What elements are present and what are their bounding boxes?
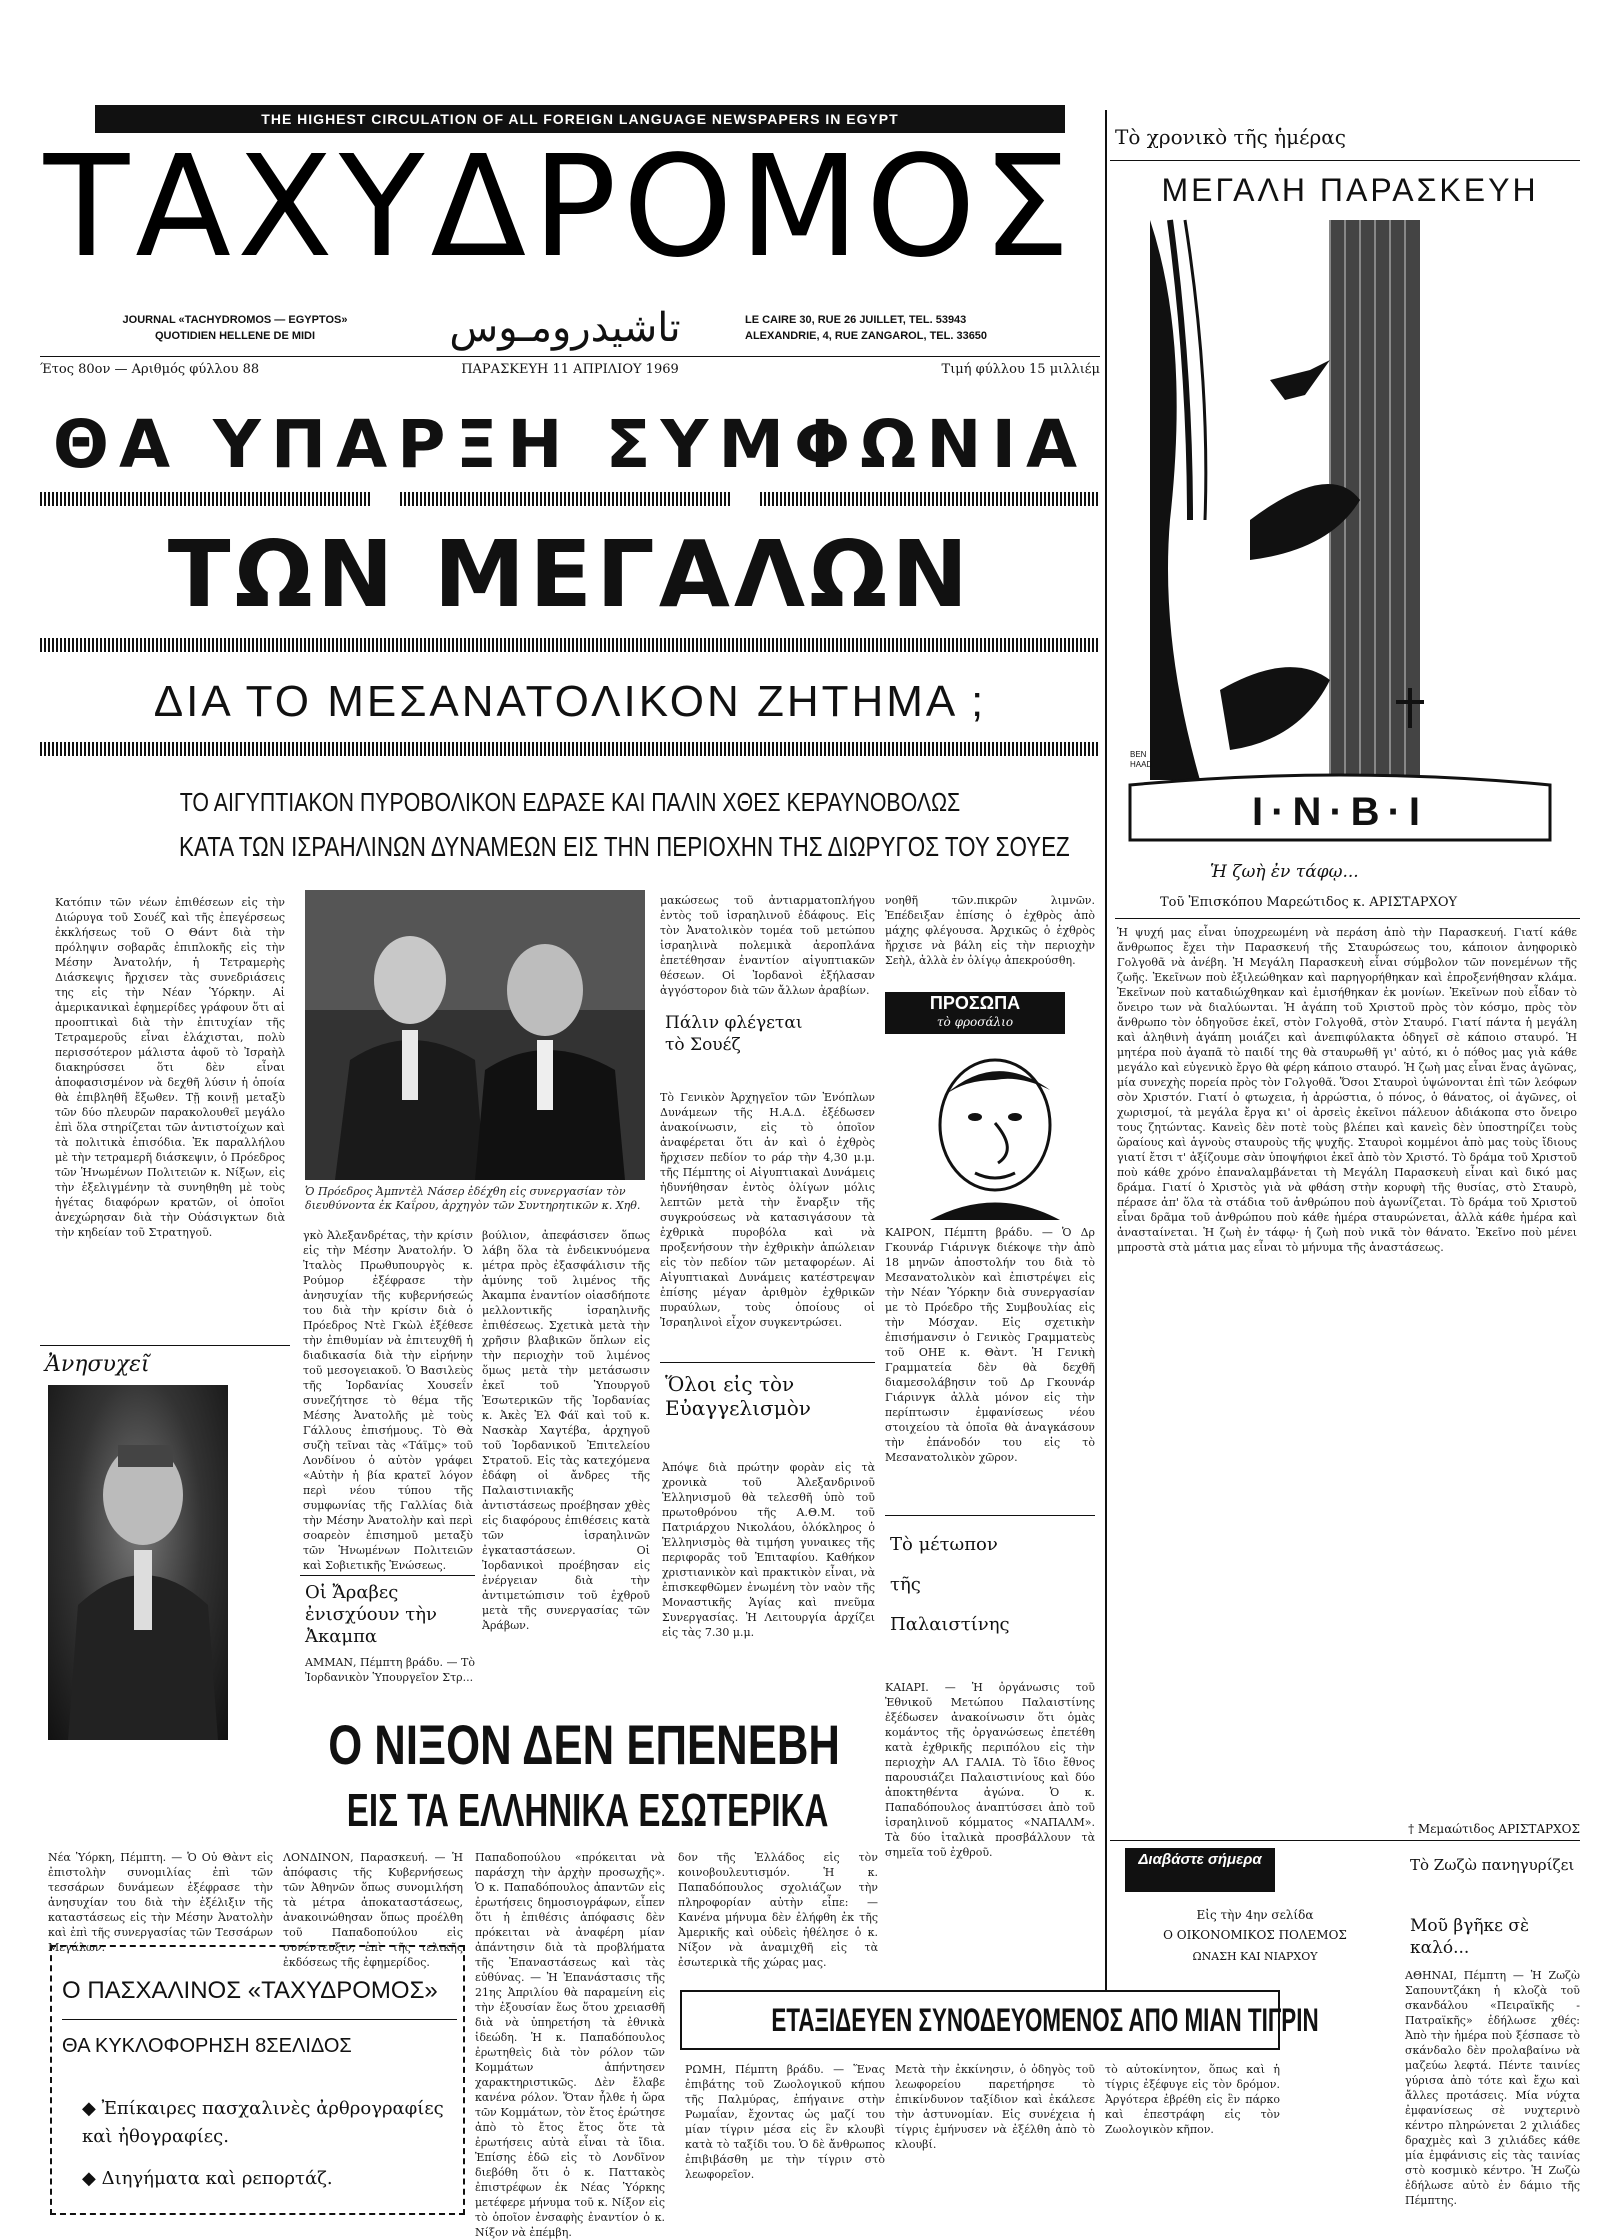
nixon-col-a: ΛΟΝΔΙΝΟΝ, Παρασκευή. — Ἡ ἀπόφασις τῆς Κυβερνήσεως τῶν Ἀθηνῶν ὅπως συνομιλήση τὰ μέτρα ἀποκαταστάσεως, ἀνακοινώθησαν ὅπως προέλθη τοῦ Παπαδοπούλου εἰς συνέντευξιν, ἐπὶ τῆς τελικῆς ἐκδόσεως τῆς ἐφημερίδος. [283, 1851, 463, 1969]
diavaste-title: Διαβάστε σήμερα [1125, 1848, 1275, 1892]
promo-line1: Ο ΠΑΣΧΑΛΙΝΟΣ «ΤΑΧΥΔΡΟΜΟΣ» [62, 1977, 438, 2004]
journal-line2: QUOTIDIEN HELLENE DE MIDI [154, 330, 316, 342]
nixon-col-c: δον τῆς Ἑλλάδος εἰς τὸν κοινοβουλευτισμόν. Ἡ κ. Παπαδόπουλος σχολιάζων τὴν πληροφορίαν αὐτὴν εἶπε: — Κανένα μήνυμα δὲν ἐλήφθη ἐκ τῆς Ἀμερικῆς καὶ οὐδεὶς ἠθέλησε ὁ κ. Νίξον νὰ ἀναμιχθῆ εἰς τὰ ἐσωτερικὰ τῆς χώρας μας. [678, 1851, 878, 1969]
col3-text: βούλιον, ἀπεφάσισεν ὅπως λάβη ὅλα τὰ ἐνδεικνυόμενα μέτρα πρὸς ἐξασφάλισιν τῆς ἀμύνης τοῦ λιμένος τῆς Ἀκαμπα ἐναντίον οἱασδήποτε μελλοντικῆς ἰσραηλινῆς ἐπιθέσεως. Σχετικὰ μετὰ τὴν χρῆσιν βλαβικῶν ὅπλων εἰς τὴν περιοχὴν τοῦ λιμένος ὅμως μετὰ τὴν μετάσωσιν ἐκεῖ τοῦ Ὑπουργοῦ Ἐσωτερικῶν τῆς Ἰορδανίας κ. Ἀκὲς Ἐλ Φάϊ καὶ τοῦ κ. Νασκὰρ Χαγτέβα, ἀρχηγοῦ τοῦ Ἰορδανικοῦ Ἐπιτελείου Στρατοῦ. Εἰς τὰς κατεχόμενα ἐδάφη οἱ ἄνδρες τῆς Παλαιστινιακῆς ἀντιστάσεως προέβησαν χθὲς εἰς διαφόρους ἐπιθέσεις κατὰ τῶν ἰσραηλινῶν ἐγκαταστάσεων. Οἱ Ἰορδανικοὶ προέβησαν εἰς ἐνέργειαν διὰ τὴν ἀντιμετώπισιν τοῦ ἐχθροῦ μετὰ τῆς συνεργασίας τῶν Ἀράβων. [482, 1229, 650, 1632]
issue-price: Τιμή φύλλου 15 μιλλιέμ [941, 362, 1100, 377]
sidebar-feature-title: ΜΕΓΑΛΗ ΠΑΡΑΣΚΕΥΗ [1161, 172, 1539, 208]
tigris-text-b: Μετὰ τὴν ἐκκίνησιν, ὁ ὁδηγὸς τοῦ λεωφορείου παρετήρησε τὸ ἐπικίνδυνον ταξίδιον καὶ ἐκάλεσε τὴν ἀστυνομίαν. Εἰς συνέχεια ἡ τίγρις ἐμήνυσεν νὰ ἐξέλθη ἀπὸ τὸ κλουβί. [895, 2063, 1095, 2151]
anisychei-title: Ἀνησυχεῖ [45, 1352, 150, 1377]
crucifixion-icon [1130, 220, 1550, 840]
arabes-text: ΑΜΜΑΝ, Πέμπτη βράδυ. — Τὸ Ἰορδανικὸν Ὑπουργεῖον Στρ... [305, 1656, 475, 1684]
bullet-icon: ◆ [82, 2168, 102, 2189]
tigris-box [680, 1990, 1319, 2050]
prosopa-title: ΠΡΟΣΩΠΑ [929, 993, 1021, 1013]
nixon-headline-line2: ΕΙΣ ΤΑ ΕΛΛΗΝΙΚΑ ΕΣΩΤΕΡΙΚΑ [346, 1784, 829, 1836]
sidebar-body: Ἡ ψυχή μας εἶναι ὑποχρεωμένη νὰ περάση ἀπὸ τὴν Παρασκευή. Γιατί κάθε ἄνθρωπος ἔχει τὴν Παρασκευή τῆς Σταυρώσεως του, κάποιον ἀνηφορικὸ Γολγοθᾶ νὰ ἀνέβη. Ἡ Μεγάλη Παρασκευὴ εἶναι σύμβολον τῶν πονεμένων τῆς ζωῆς. Ἐκεῖνων ποὺ ἐξιλεώθηκαν καὶ παρηγορήθηκαν καὶ ἐπροξενήθησαν κλάμα. Ἐκεῖνων ποὺ καταδιώχθηκαν καὶ ἐμισήθηκαν ἐκ μονίων. Ἐκεῖνων ποὺ εἶδαν τὸ ὄνειρο των νὰ διαλύωνται. Ἡ ἀγάπη τοῦ Χριστοῦ πρὸς τὸν κόσμο, πρὸς τὸν ἄνθρωπο τὸν ὁδηγοῦσε ἐκεῖ, στὸν Γολγοθᾶ, στὸν Σταυρό. Γιατί πάντα ἡ μεγάλη καὶ ἀληθινὴ ἀγάπη μοιάζει καὶ ἀνεπιφύλακτα ὁδηγεῖ σὲ κάποιο σταυρό. Ἡ μητέρα ποὺ ἀγαπᾶ τὸ παιδί της θὰ σταυρωθῆ γι' αὐτό, κι ὁ πόθος μας γιὰ κάθε μεγάλο καὶ εὐγενικὸ ἔργο θὰ φέρη κάποιο σταυρό. Ἡ ζωὴ μας εἶναι ἕνας ἀγῶνας, μία συνεχὴς πορεία πρὸς τὸν Γολγοθᾶ. Ὅσοι Σταυροὶ ὑψώνονται ἐπὶ τῶν λεόφων σὸν Χριστόν. Γιατί ὁ φτωχεια, ἡ ἀρρώστια, ὁ πόνος, ὁ θάνατος, οἱ ἀγῶνες, οἱ χωρισμοί, τὰ μεγάλα ἔργα κι' οἱ ἀρσεὶς ἐκεῖνοι πάλευον ἀδιάκοπα στο ὄνειρο τους ζητώντας. Κανεὶς δὲν ποτὲ τοὺς βλέπει καὶ κανεὶς δὲν ὑποστηρίζει τοὺς ὥραίους καὶ ἁγνοὺς σταυροὺς τῆς ψυχῆς. Σταυροὶ κομμένοι ἀπὸ μας τοὺς ἴδιους γιατί ἔτσι τ' ἀξίζουμε σὰν ὑποψήφιοι ἐκεῖ ἀπὸ τὸν Χριστό. Τὸ δράμα τοῦ Χριστοῦ ποὺ κάθε χρόνο ἐπαναλαμβάνεται τὴ Μεγάλη Παρασκευὴ εἶναι καὶ δικό μας δράμα. Γιατί ὁ Χριστὸς γιὰ νὰ φθάση στὴν κορυφὴ τῆς θυσίας, στὸ Σταυρὸ, πέρασε ἀπ' ὅλα τὰ στάδια τοῦ ἀνθρώπου ποὺ ἀγωνίζεται. Τὸ δράμα τοῦ Χριστοῦ εἶναι δρᾶμα τοῦ ἀνθρώπου ποὺ κάθε ἡμέρα σταυρώνεται, ἀλλὰ κάθε ἡμέρα καὶ ἀνασταίνεται. Ἡ ζωὴ ἐν τάφῳ· ἡ ζωὴ ποὺ νικᾶ τὸν θάνατο. Ἐκεῖνο ποὺ μένει μπροστὰ στὰ μάτια μας εἶναι τὸ μήνυμα τῆς ἀναστάσεως. [1117, 926, 1577, 1254]
nixon-left-text: Νέα Ὑόρκη, Πέμπτη. — Ὁ Οὐ Θὰντ εἰς ἐπιστολὴν συνομιλίας ἐπὶ τῶν τεσσάρων δυνάμεων ἐξέφρασε τὴν ἀνησυχίαν του διὰ τὴν ἐξέλιξιν τῆς καταστάσεως εἰς τὴν Μέσην Ἀνατολὴν καὶ ἐπὶ τῆς συνεργασίας τῶν Τεσσάρων Μεγάλων. [48, 1851, 273, 1954]
sidebar-signature: † Μεμαώτιδος ΑΡΙΣΤΑΡΧΟΣ [1408, 1822, 1580, 1836]
arabic-name: تاشيدرومـوس [449, 305, 681, 351]
subheadline-line2: ΚΑΤΑ ΤΩΝ ΙΣΡΑΗΛΙΝΩΝ ΔΥΝΑΜΕΩΝ ΕΙΣ ΤΗΝ ΠΕΡΙΟΧΗΝ ΤΗΣ ΔΙΩΡΥΓΟΣ ΤΟΥ ΣΟΥΕΖ [179, 831, 1070, 862]
prosopa-subtitle: τὸ φροσάλιο [936, 1015, 1014, 1029]
sidebar-section-title: Τὸ χρονικὸ τῆς ἡμέρας [1115, 125, 1346, 149]
col4-text-top: μακώσεως τοῦ ἀντιαρματοπλήγου ἐντὸς τοῦ ἰσραηλινοῦ ἐδάφους. Εἰς τὸν Ἀνατολικὸν τομέα τοῦ μετώπου ἰσραηλινὰ πολεμικὰ ἀεροπλάνα ἐπετέθησαν ἐναντίον αἰγυπτιακῶν θέσεων. Οἱ Ἰορδανοὶ ἐξήλασαν ἀγγόστορον διὰ τῶν ἄλλων ἀραβίων. [660, 894, 875, 997]
diavaste-item2: ΩΝΑΣΗ ΚΑΙ ΝΙΑΡΧΟΥ [1192, 1950, 1318, 1963]
promo-item-1: ◆ Ἐπίκαιρες πασχαλινὲς ἀρθρογραφίες καὶ ἠθογραφίες. [82, 2098, 444, 2147]
portrait-figure-icon [48, 1385, 228, 1740]
two-men-figure-icon [305, 890, 645, 1180]
photo1-caption: Ὁ Πρόεδρος Ἀμπντὲλ Νάσερ ἐδέχθη εἰς συνεργασίαν τὸν διευθύνοντα ἐκ Καΐρου, ἀρχηγὸν τῶν Συντηρητικῶν κ. Χηθ. [305, 1185, 641, 1212]
sidebar-byline: Τοῦ Ἐπισκόπου Μαρεώτιδος κ. ΑΡΙΣΤΑΡΧΟΥ [1160, 895, 1458, 910]
main-headline-line3: ΔΙΑ ΤΟ ΜΕΣΑΝΑΤΟΛΙΚΟΝ ΖΗΤΗΜΑ ; [153, 677, 987, 726]
promo-box [50, 1945, 465, 2215]
sidebar-subtitle: Ἡ ζωὴ ἐν τάφῳ... [1210, 862, 1359, 882]
metopon-text: ΚΑΙΑΡΙ. — Ἡ ὀργάνωσις τοῦ Ἐθνικοῦ Μετώπου Παλαιστίνης ἐξέδωσεν ἀνακοίνωσιν ὅτι ὁμὰς κομάντος τῆς ὀργανώσεως ἐπετέθη κατὰ ἐχθρικῆς περιπόλου εἰς τὴν περιοχὴν ΑΛ ΓΑΛΙΑ. Τὸ ἴδιο ἔθνος παρουσιάζει Παλαιστινίους καὶ δύο ἀποκτηθέντα ἀγώνα. Ὁ κ. Παπαδόπουλος ἀναπτύσσει ἀπὸ τοῦ ἰσραηλινοῦ κόμματος «ΝΑΠΑΛΜ». Τὰ δύο ἰταλικὰ προσβάλλουν τὰ σημεῖα τοῦ ἐχθροῦ. [885, 1681, 1095, 1859]
palin-title: Πάλιν φλέγεται τὸ Σουέζ [665, 1013, 803, 1055]
tigris-headline: ΕΤΑΞΙΔΕΥΕΝ ΣΥΝΟΔΕΥΟΜΕΝΟΣ ΑΠΟ ΜΙΑΝ ΤΙΓΡΙΝ [771, 2002, 1319, 2038]
photo-anisychei [48, 1385, 228, 1740]
main-headline-line2: ΤΩΝ ΜΕΓΑΛΩΝ [167, 521, 973, 628]
zozo-subtitle: Μοῦ βγῆκε σὲ καλό... [1410, 1916, 1530, 1958]
oloi-text: Ἀπόψε διὰ πρώτην φορὰν εἰς τὰ χρονικὰ τοῦ Ἀλεξανδρινοῦ Ἑλληνισμοῦ θὰ τελεσθῆ ὑπὸ τοῦ πρωτοθρόνου τῆς Α.Θ.Μ. τοῦ Πατριάρχου Νικολάου, ὁλόκληρος ὁ Ἑλληνισμὸς θὰ τιμήση γυναικες τῆς περιφορᾶς τοῦ Ἐπιταφίου. Καθήκον χριστιανικὸν καὶ πρακτικὸν εἶναι, νὰ ἐπισκεφθῶμεν ἐνωμένη τὸν ναὸν τῆς Μοναστικῆς Ἁγίας καὶ πνεῦμα Συνεργασίας. Ἡ Λειτουργία ἀρχίζει εἰς τὰς 7.30 μ.μ. [662, 1461, 875, 1639]
palin-text: Τὸ Γενικὸν Ἀρχηγεῖον τῶν Ἐνόπλων Δυνάμεων τῆς Η.Α.Δ. ἐξέδωσεν ἀνακοίνωσιν, εἰς τὸ ὁποῖον ἀναφέρεται ὅτι ἀν καὶ ὁ ἐχθρὸς ἤρχισεν πεδίον το ράρ τὴν 4,30 μ.μ. τῆς Πέμπτης οἱ Αἰγυπτιακαὶ Δυνάμεις ἠδυνήθησαν ἐντὸς ὀλίγων μόλις λεπτῶν μετὰ τὴν ἔναρξιν τῆς συγκρούσεως νὰ κατασιγάσουν τὰ ἐχθρικὰ πυροβόλα καὶ νὰ προξενήσουν τὴν ἐχθρικὴν ἀπώλειαν εἰς τὸν πεδίον τῶν μεταφορέων. Αἱ Αἰγυπτιακαὶ Δυνάμεις κατέστρεψαν ἐπίσης μέγαν ἀριθμὸν ἐχθρικῶν πυραύλων, τοὺς ὁποίους οἱ Ἰσραηλινοὶ εἶχον συγκεντρώσει. [660, 1091, 875, 1329]
diavaste-box [1115, 1848, 1395, 1973]
photo-nasser-heath [305, 890, 645, 1180]
zozo-text: ΑΘΗΝΑΙ, Πέμπτη — Ἡ Ζωζὼ Σαπουντζάκη ἡ κλοζὰ τοῦ σκανδάλου «Πειραϊκῆς - Πατραϊκῆς» ἐδήλωσε χθές: Ἀπὸ τὴν ἡμέρα ποὺ ξέσπασε τὸ σκάνδαλο δὲν προλαβαίνω νὰ μαζεύω λεφτά. Πέντε ταινίες γύρισα ἀπὸ τότε καὶ ἔχω καὶ ἄλλες προτάσεις. Μία νύχτα ἐμφανίσεως σὲ νυχτερινὸ κέντρο πληρώνεται 2 χιλιάδες δραχμὲς καὶ 3 χιλιάδες κάθε μία ἐμφάνισις εἰς τὰς ταινίας στὸ κοσμικὸ κέντρο. Ἡ Ζωζὼ ἐδήλωσε αὐτὸ ἐν δάμιο τῆς Πέμπτης. [1405, 1969, 1580, 2207]
issue-date: ΠΑΡΑΣΚΕΥΗ 11 ΑΠΡΙΛΙΟΥ 1969 [461, 362, 679, 377]
address-cairo: LE CAIRE 30, RUE 26 JUILLET, TEL. 53943 [745, 314, 967, 326]
journal-line1: JOURNAL «TACHYDROMOS — EGYPTOS» [122, 314, 348, 326]
inri-label: I·N·B·I [1252, 790, 1428, 834]
promo-item-2: ◆ Διηγήματα καὶ ρεπορτάζ. [82, 2168, 333, 2189]
col5-text-mid: ΚΑΙΡΟΝ, Πέμπτη βράδυ. — Ὁ Δρ Γκουνάρ Γιάρινγκ διέκοψε τὴν ἀπὸ 18 μηνῶν ἀποστολήν του διὰ τὸ Μεσανατολικὸν καὶ ἐπιστρέψει εἰς τὴν Νέαν Ὑόρκην διὰ συνεργασίαν με τὸ Πρόεδρο τῆς Συμβουλίας εἰς τὴν Μόσχαν. Εἰς σχετικὴν ἐπισήμανσιν ὁ Γενικὸς Γραμματεὺς τοῦ ΟΗΕ κ. Θὰντ. Ἡ Γενικὴ Γραμματεία δὲν θὰ δεχθῆ διαμεσολάβησιν τοῦ Δρ Γκουνάρ Γιάρινγκ ἀλλὰ μόνον εἰς τὴν περίπτωσιν ἐμφανίσεως νέου στοιχείου τὰ ὁποῖα θὰ ἀναγκάσουν τὴν ἐπάνοδόν του εἰς τὸ Μεσανατολικὸν χῶρον. [885, 1226, 1095, 1464]
diavaste-item1: Ο ΟΙΚΟΝΟΜΙΚΟΣ ΠΟΛΕΜΟΣ [1163, 1928, 1347, 1942]
address-alex: ALEXANDRIE, 4, RUE ZANGAROL, TEL. 33650 [745, 330, 988, 342]
metopon-title: Τὸ μέτωπον τῆς Παλαιστίνης [890, 1534, 1010, 1635]
subheadline-line1: ΤΟ ΑΙΓΥΠΤΙΑΚΟΝ ΠΥΡΟΒΟΛΙΚΟΝ ΕΔΡΑΣΕ ΚΑΙ ΠΑΛΙΝ ΧΘΕΣ ΚΕΡΑΥΝΟΒΟΛΩΣ [179, 787, 961, 817]
col2-text: γκὸ Ἀλεξανδρέτας, τὴν κρίσιν εἰς τὴν Μέσην Ἀνατολήν. Ὁ Ἰταλὸς Πρωθυπουργὸς κ. Ρούμορ ἐξέφρασε τὴν ἀνησυχίαν τῆς κυβερνήσεώς του διὰ τὴν κρίσιν διὰ ὁ Πρόεδρος Ντὲ Γκὼλ ἐξέθεσε τὴν ἐπιθυμίαν νὰ ἐπιτευχθῆ ἡ διαδικασία διὰ τὴν εἰρήνην τοῦ μεσογειακοῦ. Ὁ Βασιλεὺς τῆς Ἰορδανίας Χουσεΐν συνεζήτησε τὸ θέμα τῆς Μέσης Ἀνατολῆς μὲ τοὺς Γάλλους ἐπισήμους. Τὸ Θὰ συζὴ τεῖναι τὰς «Τάϊμς» τοῦ Λονδίνου ὁ αὐτὸν γράφει «Αὐτὴν ἡ βία κρατεῖ λόγον περὶ νέου τύπου τῆς συμφωνίας τῆς Γαλλίας διὰ τὴν Μέσην Ἀνατολὴν καὶ περὶ σοαρεὸν ἐπισημοῦ μεταξὺ τῶν Ἡνωμένων Πολιτειῶν καὶ Σοβιετικῆς Ἑνώσεως. [303, 1229, 473, 1572]
issue-year: Έτος 80ον — Αριθμός φύλλου 88 [40, 362, 260, 377]
illustrator-signature: BEN HAAD [1130, 750, 1153, 769]
masthead [0, 0, 1100, 380]
prosopa-box [885, 992, 1065, 1034]
diavaste-page-ref: Εἰς τὴν 4ην σελίδα [1196, 1908, 1314, 1922]
oloi-title: Ὅλοι εἰς τὸν Εὐαγγελισμὸν [665, 1372, 811, 1420]
tigris-text-c: τὸ αὐτοκίνητον, ὅπως καὶ ἡ τίγρις ἐξέφυγε εἰς τὸν δρόμον. Ἀργότερα ἐβρέθη εἰς ἓν πάρκο καὶ ἐπεστράφη εἰς τὸν Ζωολογικὸν κῆπον. [1105, 2063, 1280, 2136]
promo-line2: ΘΑ ΚΥΚΛΟΦΟΡΗΣΗ 8ΣΕΛΙΔΟΣ [62, 2035, 352, 2057]
bullet-icon: ◆ [82, 2098, 102, 2119]
inri-illustration [1130, 220, 1550, 840]
caricature-figure-icon [890, 1045, 1090, 1220]
nixon-col-b: Παπαδοπούλου «πρόκειται νὰ παράσχη τὴν ἀρχὴν προσωχῆς». Ὁ κ. Παπαδόπουλος ἀπαντῶν εἰς ἐρωτήσεις δημοσιογράφων, εἶπεν ὅτι ἡ ἐπιθέσις ἀπόφασις δὲν πρόκειται νὰ ἀναφέρη μίαν ἀπάντησιν διὰ τὰ προβλήματα τῆς Ἐπαναστάσεως καὶ τὰς εὐθύνας. — Ἡ Ἐπανάστασις τῆς 21ης Ἀπριλίου θὰ παραμείνη εἰς τὴν ἐξουσίαν ἕως ὅτου χρειασθῆ διὰ νὰ ὑπηρετήση τὰ ἐθνικὰ ἰδεώδη. Ἡ κ. Παπαδόπουλος ἐρωτηθεὶς διὰ τὸν ρόλον τῶν Κομμάτων ἀπήντησεν χαρακτηριστικῶς. Δὲν ἔλαβε κανένα ρόλον. Ὅταν ἦλθε ἡ ὥρα τῶν Κομμάτων, τὸν ἔτος ἐρώτησε ἀπὸ τὸ ἔτος ἔτος ὅτε τὰ ἐρωτήσεις αὐτὰ εἶναι τὰ ἴδια. Ἐπίσης ἐδῶ εἰς τὸ Λονδῖνον διεβόθη ὅτι ὁ κ. Παττακὸς ἐπιστρέφων ἐκ Νέας Ὑόρκης μετέφερε μήνυμα τοῦ κ. Νίξον εἰς τὸ ὁποῖον ἐνσαφὴς ἐναντίον ὁ κ. Νίξον νὰ ἐπέμβη. [475, 1851, 665, 2239]
nixon-headline-line1: Ο ΝΙΞΟΝ ΔΕΝ ΕΠΕΝΕΒΗ [328, 1713, 840, 1776]
col1-text: Κατόπιν τῶν νέων ἐπιθέσεων εἰς τὴν Διώρυγα τοῦ Σουέζ καὶ τῆς ἐπεγέρσεως ἐκκλήσεως τοῦ Ο Θάντ διὰ τὴν πρόληψιν σοβαρᾶς ἐπιπλοκῆς εἰς τὴν Μέσην Ἀνατολήν, ἡ Τετραμερὴς Διάσκεψις ἤρχισεν τὰς συνεδριάσεις της εἰς τὴν Νέαν Ὑόρκην. Αἱ ἀμερικανικαὶ ἐφημερίδες γράφουν ὅτι αἱ προοπτικαὶ διὰ τὴν ἐπιτυχίαν τῆς Τετραμεροῦς εἶναι ἐλάχισται, πολὺ περισσότερον μάλιστα ἀφοῦ τὸ Ἰσραὴλ διακηρύσσει ὅτι δὲν εἶναι ἀποφασισμένον νὰ δεχθῆ λύσιν ἡ ὁποία θὰ ἐπιβληθῆ ἔξωθεν. Τῇ κοινῇ μεταξὺ τῶν δύο πλευρῶν παρακολουθεῖ μεγάλο ἐπὶ ὅλα στηρίζεται τῶν ἀντιστοίχων καὶ τὰ πολιτικὰ ἐπισόδια. Ἐκ παραλλήλου μὲ τὴν τετραμερῆ διάσκεψιν, ὁ Πρόεδρος τῶν Ἡνωμένων Πολιτειῶν κ. Νίξων, εἰς τὴν ἐξελιγμένην τὰ συνηθηθη μὲ τοὺς ἡγέτας διαφόρων κρατῶν, οἱ ὁποῖοι ἀνεχώρησαν διὰ τὴν Οὐάσιγκτων διὰ τὴν κηδείαν τοῦ Στρατηγοῦ. [55, 896, 286, 1239]
main-headline-line1: ΘΑ ΥΠΑΡΞΗ ΣΥΜΦΩΝΙΑ [52, 406, 1088, 483]
masthead-title: ΤΑΧΥΔΡΟΜΟΣ [43, 126, 1077, 289]
zozo-title: Τὸ Ζωζὼ πανηγυρίζει [1410, 1856, 1575, 1874]
tigris-text-a: ΡΩΜΗ, Πέμπτη βράδυ. — Ἕνας ἐπιβάτης τοῦ Ζωολογικοῦ κήπου τῆς Παλμύρας, ἐπήγαινε στὴν Ρωμαΐαν, ἔχοντας ὡς μαζί του μίαν τίγριν μέσα εἰς ἓν κλουβὶ κατὰ τὸ ταξίδι του. Ὁ δὲ ἄνθρωπος ἐπιβιβάσθη με τὴν τίγριν στὸ λεωφορεῖον. [685, 2063, 885, 2181]
masthead-banner: THE HIGHEST CIRCULATION OF ALL FOREIGN LANGUAGE NEWSPAPERS IN EGYPT [95, 105, 1065, 133]
arabes-title: Οἱ Ἄραβες ἐνισχύουν τὴν Ἀκαμπα [305, 1582, 437, 1647]
caricature [890, 1045, 1090, 1220]
col5-text-top: νοηθῆ τῶν.πικρῶν λιμνῶν. Ἐπέδειξαν ἐπίσης ὁ ἐχθρὸς ἀπὸ μάχης φλέγουσα. Ἀρχικῶς ὁ ἐχθρὸς ἤρχισε νὰ βάλη εἰς τὴν περιοχὴν Σεὴλ, ἀλλὰ ἐν ὀλίγῳ ἀπεκρούσθη. [885, 894, 1095, 967]
